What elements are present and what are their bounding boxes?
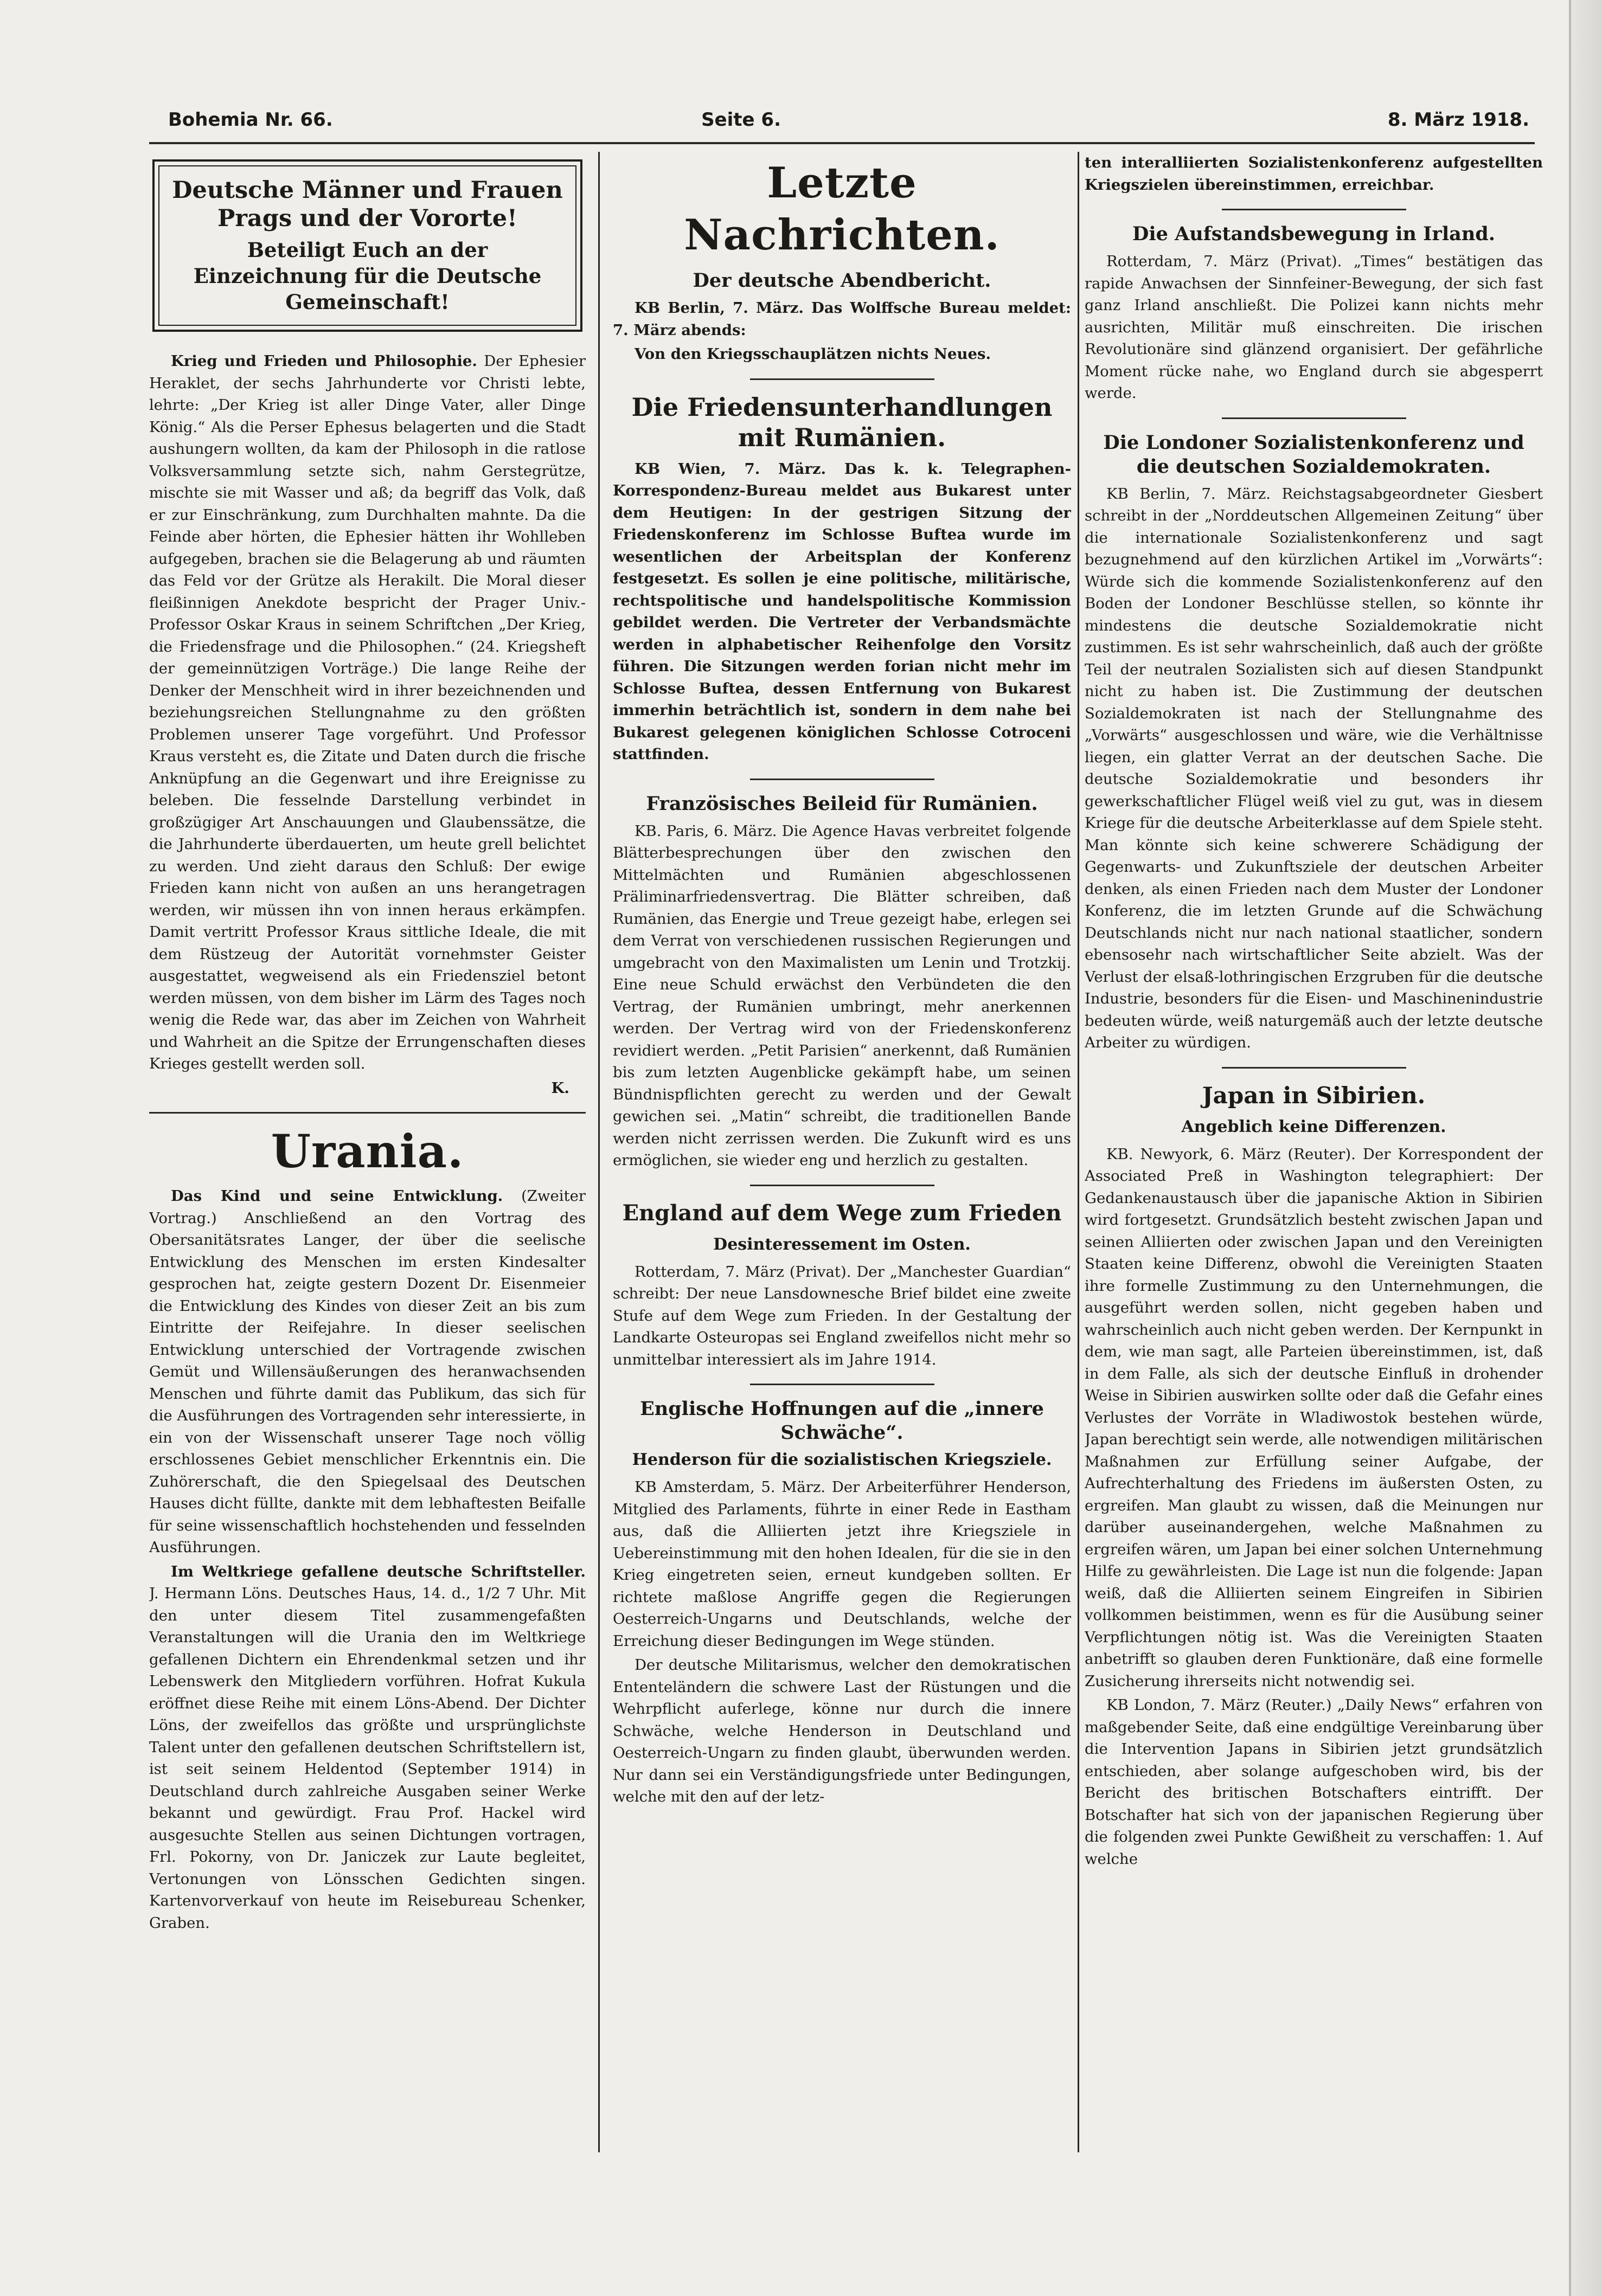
gemeinschaft-notice-box <box>152 159 582 332</box>
hoffnungen-subheadline: Henderson für die sozialistischen Kriegsziele. <box>632 1450 1052 1469</box>
weltkrieg-article <box>149 1561 586 1934</box>
japan-subheadline: Angeblich keine Differenzen. <box>1181 1117 1446 1136</box>
japan-body: KB. Newyork, 6. März (Reuter). Der Korrespondent der Associated Preß in Washington telegraphiert: Der Gedankenaustausch über die japanische Aktion in Sibirien wird fortgesetzt. Grundsätzlich besteht zwischen Japan und seinen Alliierten oder zwischen Japan und den Vereinigten Staaten keine Differenz, obwohl die Vereinigten Staaten ihre formelle Zustimmung zu den Unternehmungen, die ausgeführt werden sollen, nicht gegeben haben und wahrscheinlich auch nicht geben werden. Der Kernpunkt in dem, wie man sagt, alle Parteien übereinstimmen, ist, daß in dem Falle, als sich der deutsche Einfluß in drohender Weise in Sibirien auswirken sollte oder daß die Gefahr eines Verlustes der Vorräte in Wladiwostok bestehen würde, Japan berechtigt sein werde, alle notwendigen militärischen Maßnahmen zur Erfüllung seiner Aufgabe, der Aufrechterhaltung des Friedens im äußersten Osten, zu ergreifen. Man glaubt zu wissen, daß die Meinungen nur darüber auseinandergehen, welche Maßnahmen zu ergreifen wären, um Japan bei einer solchen Unternehmung Hilfe zu gewährleisten. Die Lage ist nun die folgende: Japan weiß, daß die Alliierten seinem Eingreifen in Sibirien vollkommen beistimmen, wenn es für die Ausübung seiner Verpflichtungen nötig ist. Was die Vereinigten Staaten anbetrifft so glauben deren Funktionäre, daß eine formelle Zusicherung ihrerseits nicht notwendig sei. <box>1085 1145 1543 1690</box>
england-headline: England auf dem Wege zum Frieden <box>622 1200 1062 1226</box>
krieg-headline: Krieg und Frieden und Philosophie. <box>171 352 478 370</box>
beileid-body: KB. Paris, 6. März. Die Agence Havas verbreitet folgende Blätterbesprechungen über den zwischen den Mittelmächten und Rumänien abgeschlossenen Präliminarfriedensvertrag. Die Blätter schreiben, daß Rumänien, das Energie und Treue gezeigt habe, erlegen sei dem Verrat von verschiedenen russischen Regierungen und umgebracht von den Maximalisten um Lenin und Trotzkij. Eine neue Schuld erwächst den Verbündeten die den Vertrag, der Rumänien umbringt, mehr anerkennen werden. Der Vertrag wird von der Friedenskonferenz revidiert werden. „Petit Parisien“ anerkennt, daß Rumänien bis zum letzten Augenblicke gekämpft habe, um seinen Bündnispflichten gerecht zu werden und der Gewalt gewichen sei. „Matin“ schreibt, die traditionellen Bande werden nicht zerrissen werden. Die Zukunft wird es uns ermöglichen, sie wieder eng und herzlich zu gestalten. <box>613 822 1071 1169</box>
section-separator <box>750 1384 934 1385</box>
rumaenien-body: KB Wien, 7. März. Das k. k. Telegraphen-Korrespondenz-Bureau meldet aus Bukarest unter dem Heutigen: In der gestrigen Sitzung der Friedenskonferenz im Schlosse Buftea wurde im wesentlichen der Arbeitsplan der Konferenz festgesetzt. Es sollen je eine politische, militärische, rechtspolitische und handelspolitische Kommission gebildet werden. Die Vertreter der Verbandsmächte werden in alphabetischer Reihenfolge den Vorsitz führen. Die Sitzungen werden forian nicht mehr im Schlosse Buftea, dessen Entfernung von Bukarest immerhin beträchtlich ist, sondern in dem nahe bei Bukarest gelegenen königlichen Schlosse Cotroceni stattfinden. <box>613 460 1071 763</box>
krieg-body: Der Ephesier Heraklet, der sechs Jahrhunderte vor Christi lebte, lehrte: „Der Krieg ist aller Dinge Vater, aller Dinge König.“ Als die Perser Ephesus belagerten und die Stadt aushungern wollten, da kam der Philosoph in die ratlose Volksversammlung setzte sich, nahm Gerstegrütze, mischte sie mit Wasser und aß; da begriff das Volk, daß er zur Einschränkung, zum Durchhalten mahnte. Da die Feinde aber hörten, die Ephesier hätten ihr Wohlleben aufgegeben, brachen sie die Belagerung ab und räumten das Feld vor der Grütze als Herakilt. Die Moral dieser fleißinnigen Anekdote bespricht der Prager Univ.-Professor Oskar Kraus in seinem Schriftchen „Der Krieg, die Friedensfrage und die Philosophen.“ (24. Kriegsheft der gemeinnützigen Vorträge.) Die lange Reihe der Denker der Menschheit wird in ihrer bezeichnenden und beziehungsreichen Stellungnahme zu den größten Problemen unserer Tage vorgeführt. Und Professor Kraus versteht es, die Zitate und Daten durch die frische Anknüpfung an die Gegenwart und ihre Ereignisse zu beleben. Die fesselnde Darstellung verbindet in großzügiger Art Anschauungen und Glaubenssätze, die die Jahrhunderte überdauerten, um heute grell belichtet zu werden. Und zieht daraus den Schluß: Der ewige Frieden kann nicht von außen an uns herangetragen werden, wir müssen ihn von innen heraus erkämpfen. Damit vertritt Professor Kraus sittliche Ideale, die mit dem Rüstzeug der Autorität vornehmster Geister ausgestattet, wegweisend als ein Friedensziel betont werden müssen, von dem bisher im Lärm des Tages noch wenig die Rede war, das aber im Zeichen von Wahrheit und Wahrheit an die Spitze der Errungenschaften dieses Krieges gestellt werden soll. <box>149 352 586 1072</box>
abendbericht-headline: Der deutsche Abendbericht. <box>693 269 991 292</box>
rumaenien-headline: Die Friedensunterhandlungen mit Rumänien. <box>631 392 1053 452</box>
notice-title: Deutsche Männer und Frauen Prags und der Vororte! <box>172 177 563 232</box>
irland-body: Rotterdam, 7. März (Privat). „Times“ bestätigen das rapide Anwachsen der Sinnfeiner-Bewegung, der sich fast ganz Irland anschließt. Die Polizei kann nichts mehr ausrichten, Militär muß einschreiten. Die irischen Revolutionäre sind glänzend organisiert. Der gefährliche Moment rücke nahe, wo England durch sie abgesperrt werde. <box>1085 253 1543 402</box>
japan-headline: Japan in Sibirien. <box>1202 1082 1426 1109</box>
section-separator <box>149 1112 586 1114</box>
section-separator <box>750 1185 934 1186</box>
weltkrieg-body: J. Hermann Löns. Deutsches Haus, 14. d., 1/2 7 Uhr. Mit den unter diesem Titel zusammengefaßten Veranstaltungen will die Urania den im Weltkriege gefallenen Dichtern ein Ehrendenkmal setzen und ihr Lebenswerk den Mitgliedern vorführen. Hofrat Kukula eröffnet diese Reihe mit einem Löns-Abend. Der Dichter Löns, der zweifellos das größte und ursprünglichste Talent unter den gefallenen deutschen Schriftstellern ist, ist seit seinem Heldentod (September 1914) in Deutschland durch zahlreiche Ausgaben seiner Werke bekannt und gewürdigt. Frau Prof. Hackel wird ausgesuchte Stellen aus seinen Dichtungen vortragen, Frl. Pokorny, von Dr. Janiczek zur Laute begleitet, Vertonungen von Lönsschen Gedichten singen. Kartenvorverkauf von heute im Reisebureau Schenker, Graben. <box>149 1585 586 1932</box>
beileid-headline: Französisches Beileid für Rumänien. <box>646 792 1038 815</box>
header-page-number: Seite 6. <box>701 109 781 131</box>
kind-headline: Das Kind und seine Entwicklung. <box>171 1187 503 1205</box>
header-rule <box>149 142 1535 144</box>
continued-text: ten interalliierten Sozialistenkonferenz aufgestellten Kriegszielen übereinstimmen, erreichbar. <box>1085 154 1543 194</box>
london-konferenz-headline: Die Londoner Sozialistenkonferenz und die deutschen Sozialdemokraten. <box>1103 431 1524 478</box>
weltkrieg-headline: Im Weltkriege gefallene deutsche Schriftsteller. <box>171 1562 586 1580</box>
page-header <box>168 106 1529 138</box>
notice-subtitle: Beteiligt Euch an der Einzeichnung für die Deutsche Gemeinschaft! <box>193 238 542 314</box>
urania-headline: Urania. <box>271 1124 464 1178</box>
letzte-nachrichten-headline: Letzte Nachrichten. <box>684 158 1000 260</box>
section-separator <box>1222 209 1406 210</box>
gemeinschaft-notice-inner <box>158 165 576 326</box>
london-reuter-body: KB London, 7. März (Reuter.) „Daily News“ erfahren von maßgebender Seite, daß eine endgültige Vereinbarung über die Intervention Japans in Sibirien jetzt grundsätzlich entschieden, aber solange aufgeschoben wird, bis der Bericht des britischen Botschafters eintrifft. Der Botschafter hat sich von der japanischen Regierung über die folgenden zwei Punkte Gewißheit zu verschaffen: 1. Auf welche <box>1085 1696 1543 1868</box>
column-right <box>1085 152 1543 2158</box>
section-separator <box>1222 1067 1406 1069</box>
irland-headline: Die Aufstandsbewegung in Irland. <box>1132 223 1495 245</box>
column-rule-2 <box>1078 152 1079 2152</box>
london-konferenz-body: KB Berlin, 7. März. Reichstagsabgeordneter Giesbert schreibt in der „Norddeutschen Allgemeinen Zeitung“ über die internationale Sozialistenkonferenz und sagt bezugnehmend auf den kürzlichen Artikel im „Vorwärts“: Würde sich die kommende Sozialistenkonferenz auf den Boden der Londoner Beschlüsse stellen, so könnte ihr mindestens die deutsche Sozialdemokratie nicht zustimmen. Es ist sehr wahrscheinlich, daß auch der größte Teil der neutralen Sozialisten sich auf diesen Standpunkt nicht zu haben ist. Die Zustimmung der deutschen Sozialdemokraten ist nach der Stellungnahme des „Vorwärts“ ausgeschlossen und wäre, wie die Verhältnisse liegen, ein glatter Verrat an der deutschen Sache. Die deutsche Sozialdemokratie und besonders ihr gewerkschaftlicher Flügel weiß viel zu gut, was in diesem Kriege für die deutsche Arbeiterklasse auf dem Spiele steht. Man könnte sich keine schwerere Schädigung der Gegenwarts- und Zukunftsziele der deutschen Arbeiter denken, als einen Frieden nach dem Muster der Londoner Konferenz, die im letzten Grunde auf die Schwächung Deutschlands nicht nur nach national staatlicher, sondern ebensosehr nach wirtschaftlicher Seite abzielt. Was der Verlust der elsaß-lothringischen Erzgruben für die deutsche Industrie, besonders für die Eisen- und Maschinenindustrie bedeuten würde, weiß naturgemäß auch der letzte deutsche Arbeiter zu würdigen. <box>1085 485 1543 1051</box>
section-separator <box>750 779 934 780</box>
krieg-signature: K. <box>551 1079 569 1097</box>
england-body: Rotterdam, 7. März (Privat). Der „Manchester Guardian“ schreibt: Der neue Lansdownesche Brief bildet eine zweite Stufe auf dem Wege zum Frieden. In der Gestaltung der Landkarte Osteuropas sei England zweifellos nicht mehr so unmittelbar interessiert als im Jahre 1914. <box>613 1263 1071 1368</box>
section-separator <box>1222 417 1406 419</box>
abendbericht-body-2: Von den Kriegsschauplätzen nichts Neues. <box>635 345 991 363</box>
column-middle <box>613 152 1071 2158</box>
header-masthead: Bohemia Nr. 66. <box>168 109 333 131</box>
page-edge-shade <box>1569 0 1602 2296</box>
header-date: 8. März 1918. <box>1387 109 1529 131</box>
column-left <box>149 152 586 2158</box>
page-edge-line <box>1569 0 1571 2296</box>
krieg-article <box>149 350 586 1075</box>
hoffnungen-headline: Englische Hoffnungen auf die „innere Schwäche“. <box>640 1398 1044 1444</box>
england-subheadline: Desinteressement im Osten. <box>713 1234 971 1254</box>
kind-article <box>149 1185 586 1559</box>
hoffnungen-body-2: Der deutsche Militarismus, welcher den demokratischen Ententeländern die schwere Last der Rüstungen und die Wehrpflicht auferlege, könne nur durch die innere Schwäche, welche Henderson in Deutschland und Oesterreich-Ungarn zu finden glaubt, überwunden werden. Nur dann sei ein Verständigungsfriede unter Bedingungen, welche mit den auf der letz- <box>613 1656 1071 1805</box>
section-separator <box>750 378 934 380</box>
abendbericht-body: KB Berlin, 7. März. Das Wolffsche Bureau meldet: 7. März abends: <box>613 299 1071 339</box>
hoffnungen-body: KB Amsterdam, 5. März. Der Arbeiterführer Henderson, Mitglied des Parlaments, führte in einer Rede in Eastham aus, daß die Alliierten jetzt ihre Kriegsziele in Uebereinstimmung mit den hohen Idealen, für die sie in den Krieg eingetreten seien, erneut kundgeben sollten. Er richtete maßlose Angriffe gegen die Regierungen Oesterreich-Ungarns und Deutschlands, welche der Erreichung dieser Bedingungen im Wege stünden. <box>613 1478 1071 1650</box>
kind-body: (Zweiter Vortrag.) Anschließend an den Vortrag des Obersanitätsrates Langer, der über die seelische Entwicklung des Menschen im ersten Kindesalter gesprochen hat, zeigte gestern Dozent Dr. Eisenmeier die Entwicklung des Kindes von dieser Zeit an bis zum Eintritte der Reifejahre. In dieser seelischen Entwicklung unterschied der Vortragende zwischen Gemüt und Willensäußerungen des heranwachsenden Menschen und führte damit das Publikum, das sich für die Ausführungen des Vortragenden sehr interessierte, in ein von der Wissenschaft unserer Tage noch völlig erschlossenes Gebiet menschlicher Erkenntnis ein. Die Zuhörerschaft, die den Spiegelsaal des Deutschen Hauses dicht füllte, dankte mit dem lebhaftesten Beifalle für seine wissenschaftlich hochstehenden und fesselnden Ausführungen. <box>149 1187 586 1556</box>
column-rule-1 <box>598 152 600 2152</box>
